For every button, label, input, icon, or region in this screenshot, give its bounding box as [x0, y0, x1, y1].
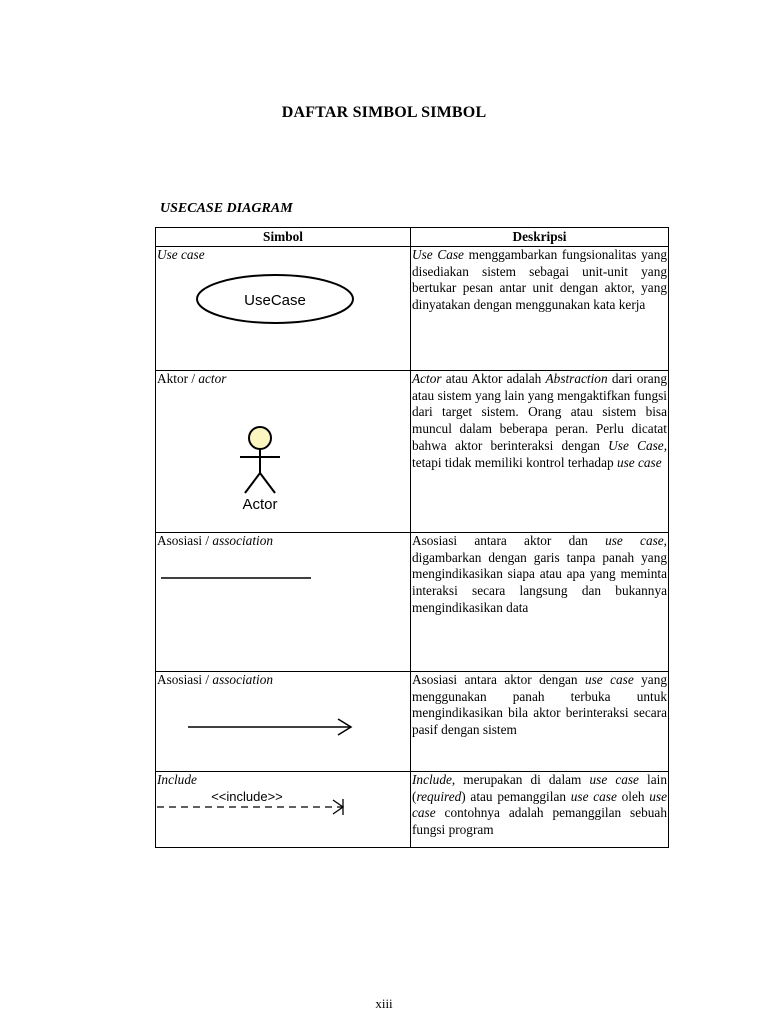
- description-text-run: use case: [589, 771, 639, 787]
- directed-association-figure: [157, 689, 407, 749]
- description-text-run: oleh: [616, 788, 650, 804]
- description-text-run: menggambarkan fungsionalitas yang disediakan sistem sebagai unit-unit yang bertukar pesan antar unit dengan aktor, yang dinyatakan dengan menggunakan kata kerja: [412, 246, 667, 313]
- section-title: USECASE DIAGRAM: [160, 201, 293, 216]
- usecase-ellipse-figure: [157, 264, 407, 334]
- description-text-run: use case: [412, 788, 667, 821]
- include-dependency-figure: [157, 789, 407, 829]
- actor-head: [249, 427, 271, 449]
- description-text-run: atau Aktor adalah: [441, 370, 546, 386]
- usecase-ellipse-label: UseCase: [244, 291, 306, 309]
- table-row: [156, 532, 669, 671]
- association-line-figure: [157, 550, 407, 610]
- description-text-run: use case: [605, 532, 664, 548]
- description-text-run: required: [416, 788, 462, 804]
- description-text-run: Abstraction: [545, 370, 608, 386]
- description-text-run: , digambarkan dengan garis tanpa panah yang mengindikasikan siapa atau apa yang meminta interaksi secara langsung dan bukannya mengindikasikan data: [412, 532, 667, 615]
- description-text-run: Actor: [412, 370, 442, 386]
- table-row: [156, 771, 669, 847]
- description-cell: [411, 771, 669, 847]
- page-number: xiii: [375, 996, 393, 1011]
- table-row: [156, 671, 669, 771]
- symbol-label: Include: [157, 771, 197, 787]
- symbol-label: Aktor / actor: [157, 370, 227, 386]
- description-text-run: Asosiasi antara aktor dan: [412, 532, 606, 548]
- table-row: [156, 246, 669, 370]
- description-text-run: use case: [584, 671, 634, 687]
- symbol-cell: [156, 246, 411, 370]
- description-text-run: dari orang atau sistem yang lain yang mengaktifkan fungsi dari target sistem. Orang atau sistem bisa muncul dalam beberapa peran. Perlu dicatat bahwa aktor berinteraksi dengan: [412, 370, 667, 453]
- symbol-cell: [156, 671, 411, 771]
- description-cell: [411, 532, 669, 671]
- description-cell: [411, 246, 669, 370]
- actor-right-leg: [260, 473, 275, 493]
- description-text-run: yang menggunakan panah terbuka untuk mengindikasikan bila aktor berinteraksi secara pasif dengan sistem: [412, 671, 668, 738]
- description-text-run: use case: [616, 454, 662, 470]
- description-cell: [411, 370, 669, 532]
- description-text-run: Use Case: [412, 246, 464, 262]
- symbol-table: [155, 227, 669, 848]
- description-text-run: use case: [570, 788, 617, 804]
- symbol-label: Use case: [157, 246, 205, 262]
- symbol-cell: [156, 771, 411, 847]
- include-stereotype-label: <<include>>: [211, 788, 283, 804]
- description-cell: [411, 671, 669, 771]
- table-row: [156, 370, 669, 532]
- symbol-label: Asosiasi / association: [157, 671, 273, 687]
- header-description: Deskripsi: [411, 228, 669, 247]
- description-text-run: contohnya adalah pemanggilan sebuah fungsi program: [412, 805, 667, 838]
- symbol-cell: [156, 370, 411, 532]
- description-text-run: Asosiasi antara aktor dengan: [412, 671, 585, 687]
- description-text-run: Include: [412, 771, 452, 787]
- description-text-run: tetapi tidak memiliki kontrol terhadap: [412, 454, 617, 470]
- table-header-row: [156, 228, 669, 247]
- actor-figure-label: Actor: [242, 495, 278, 513]
- symbol-cell: [156, 532, 411, 671]
- header-symbol: Simbol: [156, 228, 411, 247]
- page-title: DAFTAR SIMBOL SIMBOL: [281, 104, 487, 121]
- description-text-run: lain (: [412, 771, 667, 804]
- description-text-run: Use Case,: [608, 437, 668, 453]
- symbol-label: Asosiasi / association: [157, 532, 273, 548]
- actor-stick-figure: [157, 388, 407, 528]
- description-text-run: , merupakan di dalam: [451, 771, 590, 787]
- actor-left-leg: [245, 473, 260, 493]
- description-text-run: ) atau pemanggilan: [461, 788, 571, 804]
